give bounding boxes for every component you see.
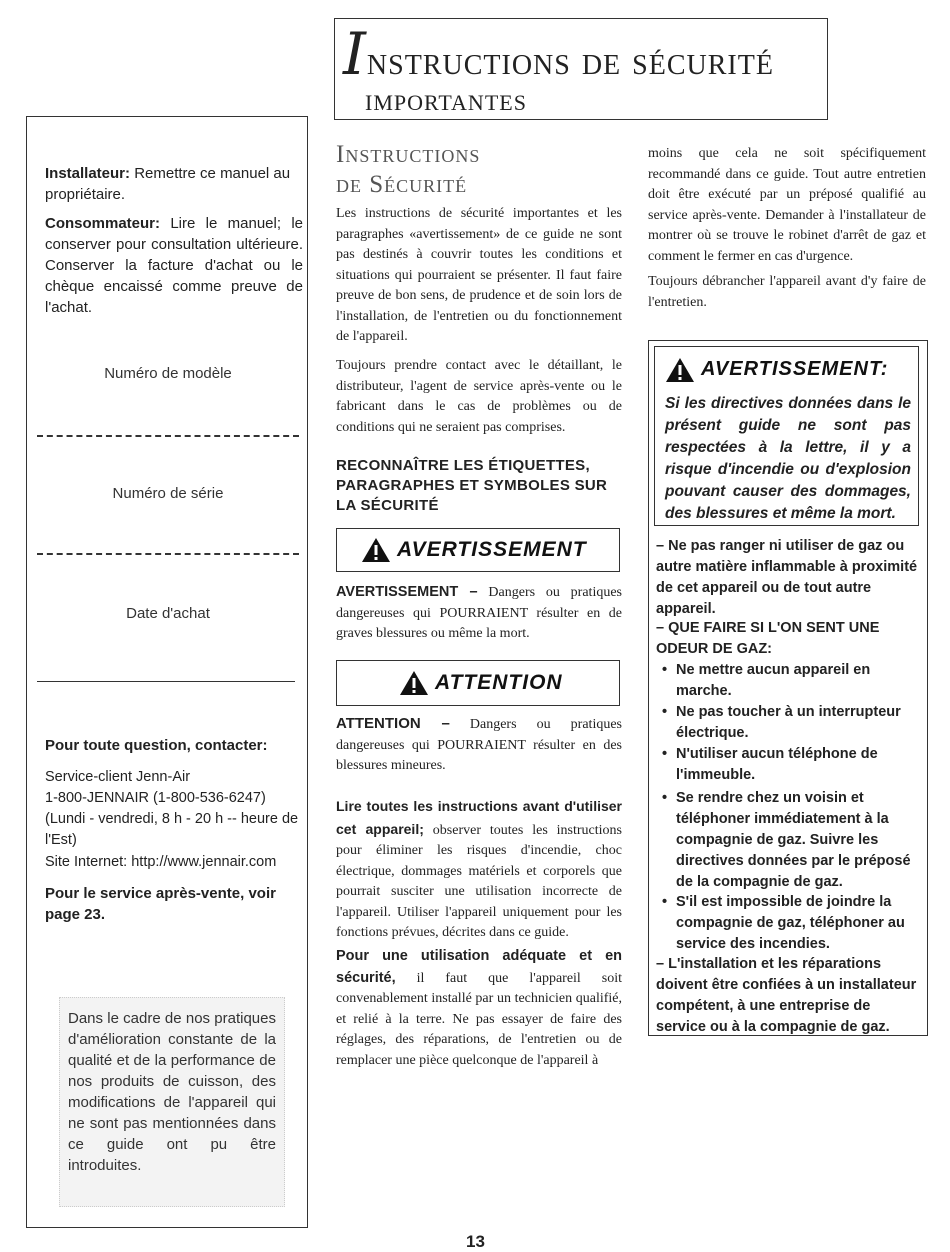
warning-definition — [336, 582, 622, 645]
contact-line: Service-client Jenn-Air — [45, 769, 191, 785]
gas-warning-title: AVERTISSEMENT: — [701, 358, 889, 380]
warning-banner — [336, 528, 620, 572]
gas-warning-list — [648, 340, 928, 1035]
purchase-date-label: Date d'achat — [126, 605, 210, 622]
recognize-heading: RECONNAÎTRE LES ÉTIQUETTES, PARAGRAPHES ET SYMBOLES SUR LA SÉCURITÉ — [336, 457, 608, 514]
installer-note — [45, 163, 303, 205]
installer-text: Remettre ce manuel au propriétaire. — [45, 165, 291, 203]
sidebar-box — [26, 116, 308, 1228]
gas-item-smell-heading: – QUE FAIRE SI L'ON SENT UNE ODEUR DE GAZ: — [656, 620, 880, 657]
warning-triangle-icon — [399, 670, 429, 696]
contact-website: Site Internet: http://www.jennair.com — [45, 854, 277, 870]
list-item: • S'il est impossible de joindre la compagnie de gaz, téléphoner au service des incendies. — [662, 894, 905, 952]
page-number: 13 — [466, 1232, 485, 1251]
warning-definition-text: Dangers ou pratiques dangereuses qui POURRAIENT résulter en de graves blessures ou même la mort. — [336, 585, 622, 641]
unplug-paragraph: Toujours débrancher l'appareil avant d'y faire de l'entretien. — [648, 274, 926, 310]
title-initial: I — [343, 20, 367, 88]
gas-warning-text: Si les directives données dans le présent guide ne sont pas respectées à la lettre, il y a risque d'incendie ou d'explosion pouvant causer des dommages, des blessures et même la mort. — [665, 395, 911, 522]
contact-heading: Pour toute question, contacter: — [45, 737, 268, 754]
read-all-text: observer toutes les instructions pour éliminer les risques d'incendie, choc électrique, dommages matériels et corporels que pourrait susciter une utilisation incorrecte de l'appareil. Utiliser l'appareil uniquement pour les fonctions prévues, décrites dans ce guide. — [336, 822, 622, 940]
contact-paragraph: Toujours prendre contact avec le détaillant, le distributeur, l'agent de service après-vente ou le fabricant dans le cas de problèmes ou de conditions qui ne seraient pas comprises. — [336, 358, 622, 435]
attention-banner-text: ATTENTION — [435, 671, 563, 694]
improvement-note: Dans le cadre de nos pratiques d'amélioration constante de la qualité et de la performance de nos produits de cuisson, des modifications de l'appareil qui ne sont pas mentionnées dans ce guide ont pu être introduites. — [59, 997, 285, 1207]
section-heading — [336, 140, 480, 200]
model-number-label: Numéro de modèle — [104, 365, 232, 382]
serial-number-line — [37, 553, 299, 555]
read-all-paragraph — [336, 796, 622, 944]
installer-label: Installateur: — [45, 165, 131, 182]
list-item: • Ne pas toucher à un interrupteur électrique. — [662, 704, 901, 741]
title-line-1 — [343, 20, 774, 88]
warning-banner-text: AVERTISSEMENT — [397, 538, 587, 561]
title-line-1-text: nstructions de sécurité — [366, 38, 774, 83]
proper-use-label: Pour une utilisation adéquate et en sécurité, — [336, 948, 622, 986]
gas-item-storage: – Ne pas ranger ni utiliser de gaz ou autre matière inflammable à proximité de cet appareil ou de tout autre appareil. — [656, 538, 918, 617]
list-item: • N'utiliser aucun téléphone de l'immeuble. — [662, 746, 878, 783]
contact-phone: 1-800-JENNAIR (1-800-536-6247) — [45, 790, 266, 806]
service-note: Pour le service après-vente, voir page 23. — [45, 885, 276, 923]
page-title — [334, 18, 828, 120]
warning-definition-label: AVERTISSEMENT – — [336, 584, 478, 600]
warning-triangle-icon — [361, 537, 391, 563]
proper-use-paragraph — [336, 946, 622, 1071]
consumer-text: Lire le manuel; le conserver pour consultation ultérieure. Conserver la facture d'achat ou le chèque encaissé comme preuve de l'achat. — [45, 215, 303, 316]
gas-item-installation: – L'installation et les réparations doivent être confiées à un installateur compétent, à une entreprise de service ou à la compagnie de gaz. — [656, 956, 917, 1035]
attention-banner — [336, 660, 620, 706]
section-heading-line-2: de Sécurité — [336, 171, 468, 198]
proper-use-text: il faut que l'appareil soit convenablement installé par un technicien qualifié, et relié à la terre. Ne pas essayer de faire des réglages, des réparations, de l'entretien ou de remplacer une pièce quelconque de l'appareil à — [336, 970, 623, 1068]
section-heading-line-1: Instructions — [336, 141, 481, 168]
attention-definition — [336, 714, 622, 777]
consumer-label: Consommateur: — [45, 215, 161, 232]
attention-definition-label: ATTENTION – — [336, 715, 450, 732]
list-item: • Se rendre chez un voisin et téléphoner immédiatement à la compagnie de gaz. Suivre les directives données par le préposé de la compagnie de gaz. — [662, 790, 911, 890]
read-all-label: Lire toutes les instructions avant d'utiliser cet appareil; — [336, 798, 622, 837]
contact-hours: (Lundi - vendredi, 8 h - 20 h -- heure de l'Est) — [45, 811, 299, 848]
list-item: • Ne mettre aucun appareil en marche. — [662, 662, 871, 699]
consumer-note — [45, 213, 303, 318]
purchase-date-line — [37, 681, 295, 682]
attention-definition-text: Dangers ou pratiques dangereuses qui POURRAIENT résulter en des blessures mineures. — [336, 717, 622, 773]
intro-paragraph: Les instructions de sécurité importantes et les paragraphes «avertissement» de ce guide ne sont pas destinés à couvrir toutes les conditions et situations qui pourraient se présenter. Il faut faire preuve de bon sens, de prudence et de soin lors de l'installation, de l'entretien ou du fonctionnement de l'appareil. — [336, 206, 622, 344]
serial-number-label: Numéro de série — [112, 485, 224, 502]
continued-paragraph: moins que cela ne soit spécifiquement recommandé dans ce guide. Tout autre entretien doit être exécuté par un préposé qualifié au service après-vente. Demander à l'installateur de montrer où se trouve le robinet d'arrêt de gaz et comment le fermer en cas d'urgence. — [648, 146, 926, 264]
title-line-2: importantes — [365, 81, 527, 117]
model-number-line — [37, 435, 299, 437]
